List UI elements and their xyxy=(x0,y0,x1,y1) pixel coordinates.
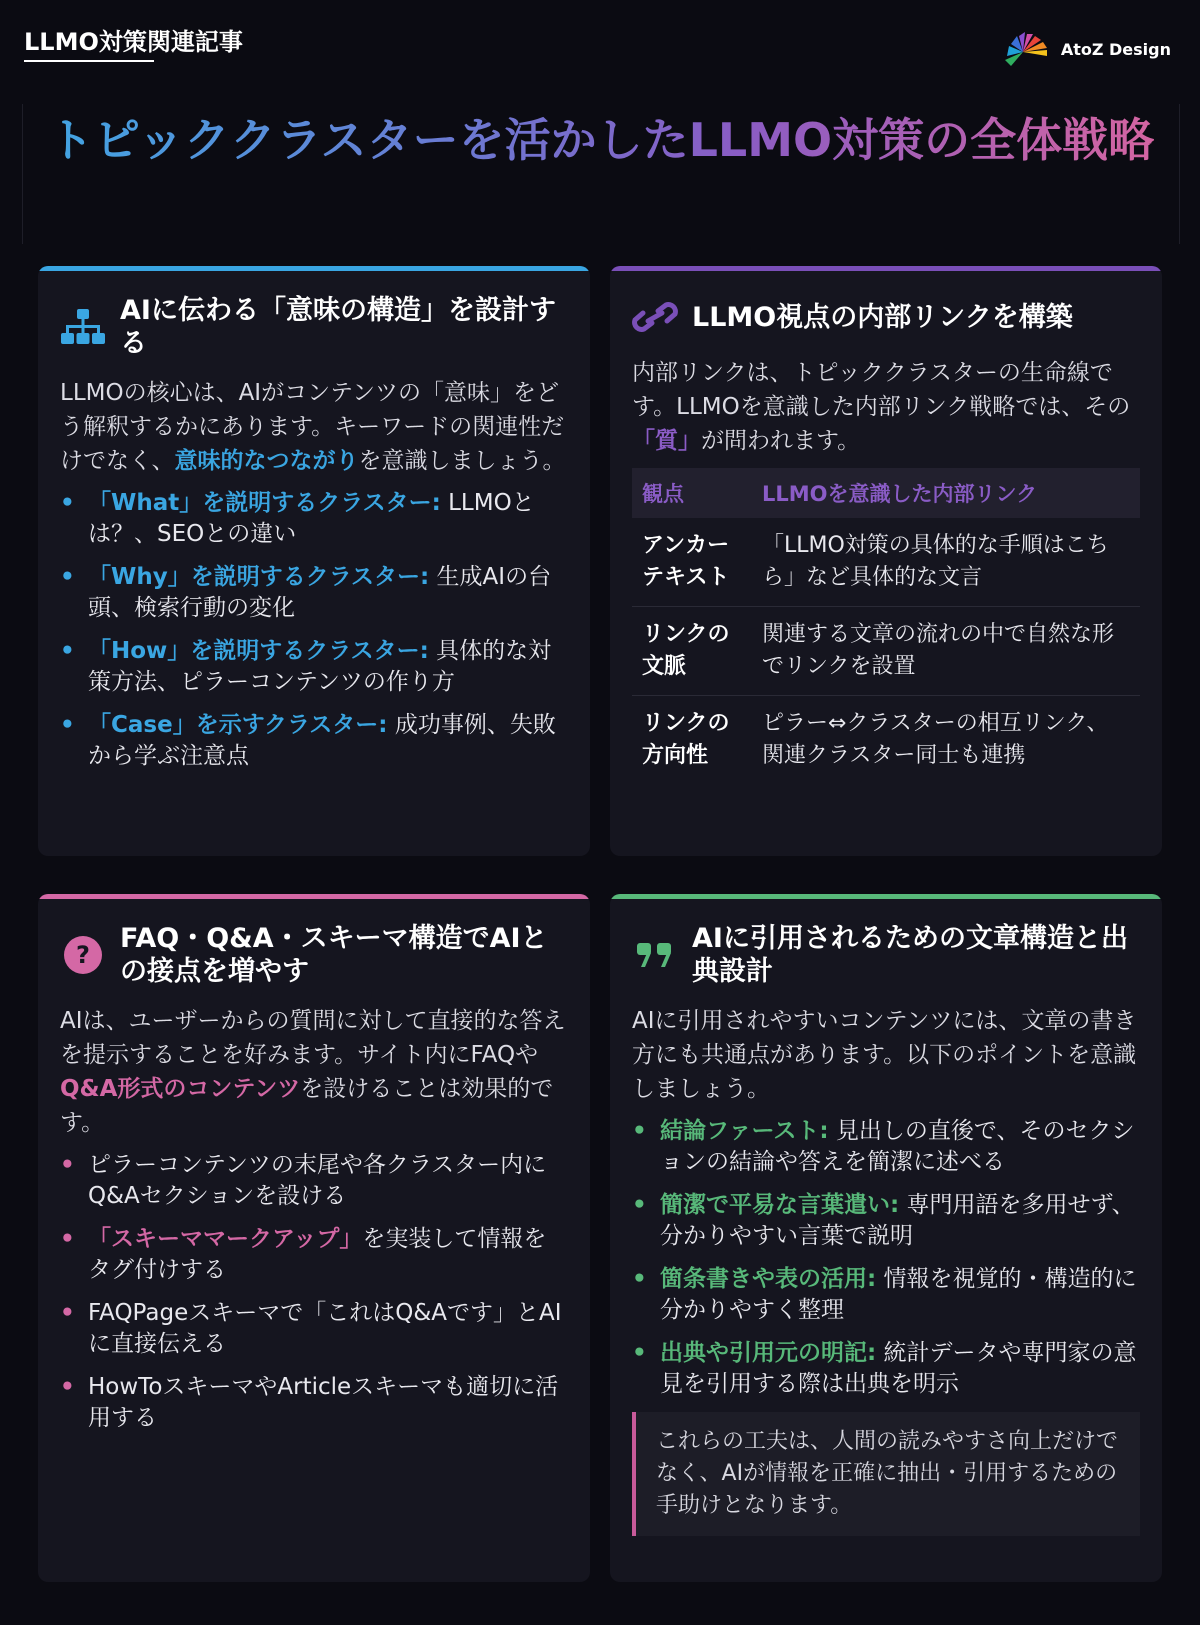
list-item: • FAQPageスキーマで「これはQ&Aです」とAIに直接伝える xyxy=(60,1300,562,1357)
sitemap-icon xyxy=(60,304,106,350)
table-header: 観点 xyxy=(632,468,752,518)
table-row xyxy=(632,696,1140,785)
brand-logo-icon xyxy=(1003,30,1053,68)
card-faq-schema xyxy=(38,894,590,1582)
card-accent-bar xyxy=(610,266,1162,271)
summary-note: これらの工夫は、人間の読みやすさ向上だけでなく、AIが情報を正確に抽出・引用するための手助けとなります。 xyxy=(632,1412,1140,1536)
question-circle-icon xyxy=(60,932,106,978)
list-item: • 箇条書きや表の活用: 情報を視覚的・構造的に分かりやすく整理 xyxy=(632,1266,1137,1323)
table-cell-value: 「LLMO対策の具体的な手順はこちら」など具体的な文言 xyxy=(752,518,1140,607)
table-row xyxy=(632,518,1140,607)
card-intro: AIは、ユーザーからの質問に対して直接的な答えを提示することを好みます。サイト内にFAQやQ&A形式のコンテンツを設けることは効果的です。 xyxy=(60,1008,566,1136)
list-item: • 「How」を説明するクラスター: 具体的な対策方法、ピラーコンテンツの作り方 xyxy=(60,638,552,695)
list-item: • 簡潔で平易な言葉遣い: 専門用語を多用せず、分かりやすい言葉で説明 xyxy=(632,1192,1135,1249)
internal-link-table xyxy=(632,468,1140,784)
quote-icon xyxy=(632,932,678,978)
list-item: • 結論ファースト: 見出しの直後で、そのセクションの結論や答えを簡潔に述べる xyxy=(632,1118,1135,1175)
table-row xyxy=(632,607,1140,696)
list-item: • 「Case」を示すクラスター: 成功事例、失敗から学ぶ注意点 xyxy=(60,712,556,769)
card-title: AIに伝わる「意味の構造」を設計する xyxy=(120,295,556,359)
page-title: トピッククラスターを活かしたLLMO対策の全体戦略 xyxy=(23,104,1179,176)
table-cell-value: ピラー⇔クラスターの相互リンク、関連クラスター同士も連携 xyxy=(762,711,1109,768)
brand-name: AtoZ Design xyxy=(1060,39,1171,59)
category-tag-underline xyxy=(24,60,154,62)
intro-highlight: Q&A形式のコンテンツ xyxy=(60,1076,301,1102)
list-item: • 「Why」を説明するクラスター: 生成AIの台頭、検索行動の変化 xyxy=(60,564,552,621)
card-internal-links xyxy=(610,266,1162,856)
category-tag[interactable]: LLMO対策関連記事 xyxy=(24,28,243,56)
card-title: FAQ・Q&A・スキーマ構造でAIとの接点を増やす xyxy=(120,923,548,987)
table-cell-key: アンカーテキスト xyxy=(632,518,752,607)
intro-highlight: 「質」 xyxy=(632,428,701,454)
card-title: LLMO視点の内部リンクを構築 xyxy=(692,301,1073,333)
list-item: • HowToスキーマやArticleスキーマも適切に活用する xyxy=(60,1374,559,1431)
cluster-list xyxy=(60,488,568,772)
citation-list xyxy=(632,1116,1140,1400)
list-item: • 「スキーママークアップ」を実装して情報をタグ付けする xyxy=(60,1226,547,1283)
table-cell-key: リンクの文脈 xyxy=(632,607,752,696)
card-meaning-structure xyxy=(38,266,590,856)
intro-highlight: 意味的なつながり xyxy=(174,448,359,474)
card-intro: 内部リンクは、トピッククラスターの生命線です。LLMOを意識した内部リンク戦略では、その「質」が問われます。 xyxy=(632,360,1131,454)
card-intro: LLMOの核心は、AIがコンテンツの「意味」をどう解釈するかにあります。キーワードの関連性だけでなく、意味的なつながりを意識しましょう。 xyxy=(60,380,566,474)
card-accent-bar xyxy=(38,894,590,899)
table-cell-value: 関連する文章の流れの中で自然な形でリンクを設置 xyxy=(752,607,1140,696)
link-icon xyxy=(632,294,678,340)
card-intro: AIに引用されやすいコンテンツには、文章の書き方にも共通点があります。以下のポイントを意識しましょう。 xyxy=(632,1008,1137,1102)
list-item: • 「What」を説明するクラスター: LLMOとは？、SEOとの違い xyxy=(60,490,535,547)
svg-text:?: ? xyxy=(76,941,90,969)
list-item: • 出典や引用元の明記: 統計データや専門家の意見を引用する際は出典を明示 xyxy=(632,1340,1137,1397)
table-cell-key: リンクの方向性 xyxy=(642,711,730,768)
card-title: AIに引用されるための文章構造と出典設計 xyxy=(692,923,1128,987)
list-item: • ピラーコンテンツの末尾や各クラスター内にQ&Aセクションを設ける xyxy=(60,1152,547,1209)
table-header: LLMOを意識した内部リンク xyxy=(752,468,1140,518)
faq-list xyxy=(60,1150,568,1434)
top-bar xyxy=(24,22,1176,72)
card-citation-structure xyxy=(610,894,1162,1582)
card-accent-bar xyxy=(610,894,1162,899)
brand xyxy=(1003,30,1171,68)
hero xyxy=(22,104,1180,244)
card-accent-bar xyxy=(38,266,590,271)
